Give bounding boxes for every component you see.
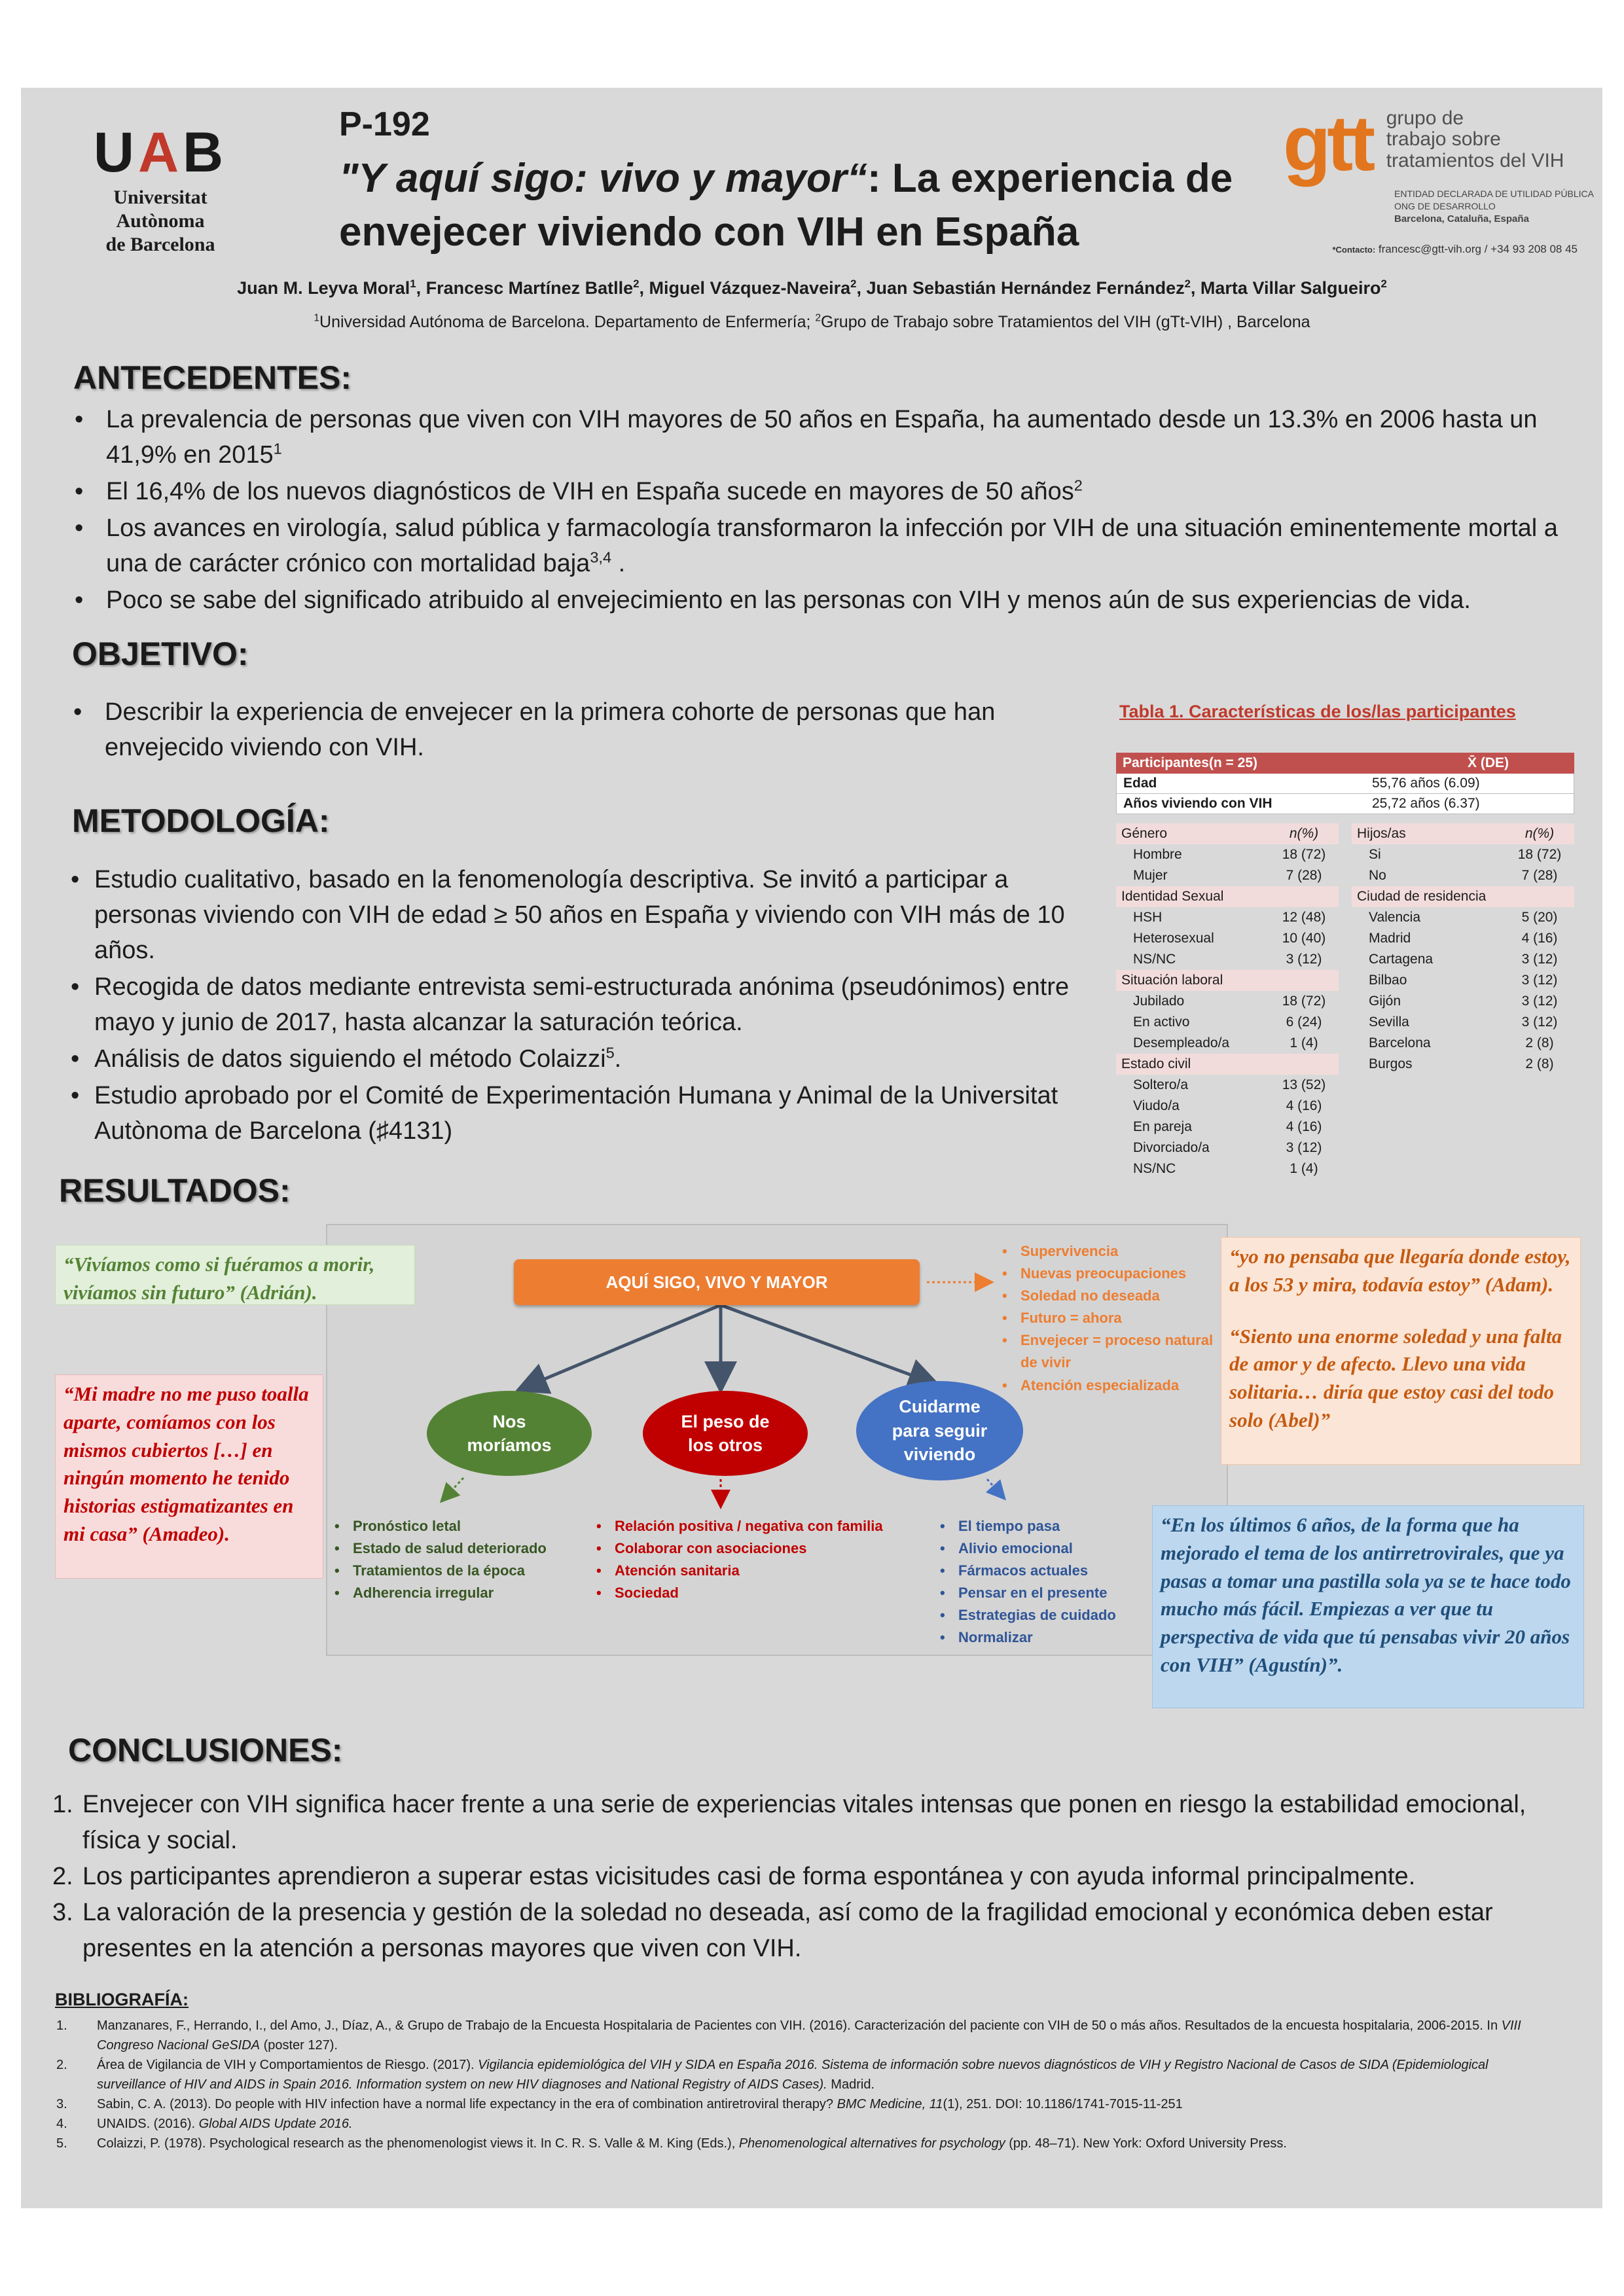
quote-abel: “Siento una enorme soledad y una falta de amor y de afecto. Llevo una vida solitaria… diría que estoy casi del todo solo (Abel)” bbox=[1229, 1324, 1562, 1431]
list-item: 3. La valoración de la presencia y gestión de la soledad no deseada, así como de la fragilidad emocional y económica deben estar presentes en la atención a personas mayores que viven con VIH. bbox=[52, 1899, 1493, 1963]
bullet-text: Estudio cualitativo, basado en la fenomenología descriptiva. Se invitó a participar a personas viviendo con VIH de edad ≥ 50 años en España y viviendo con VIH más de 10 años. bbox=[94, 866, 1065, 964]
row-label: Burgos bbox=[1369, 1056, 1413, 1071]
list-item: • El tiempo pasa bbox=[936, 1515, 1198, 1537]
gtt-sub3: Barcelona, Cataluña, España bbox=[1394, 213, 1529, 224]
title-rest: : La experiencia de bbox=[867, 156, 1233, 201]
author: Marta Villar Salgueiro bbox=[1200, 278, 1381, 298]
ref-text: Colaizzi, P. (1978). Psychological research as the phenomenologist views it. In C. R. S. Valle & M. King (Eds.), bbox=[97, 2136, 739, 2151]
row-value: 18 (72) bbox=[1282, 994, 1326, 1009]
author-sep: , bbox=[1190, 278, 1200, 298]
row-label: Cartagena bbox=[1369, 952, 1434, 967]
row-label: No bbox=[1369, 868, 1386, 883]
title-line2: envejecer viviendo con VIH en España bbox=[339, 209, 1079, 255]
list-item: • Colaborar con asociaciones bbox=[592, 1537, 900, 1560]
row-value: 6 (24) bbox=[1286, 1014, 1322, 1030]
antecedentes-list bbox=[72, 403, 1571, 620]
table-row bbox=[1116, 1096, 1339, 1117]
list-item bbox=[72, 511, 1571, 582]
row-label: Viudo/a bbox=[1133, 1098, 1180, 1113]
affil-sup: 2 bbox=[815, 312, 821, 324]
row-key: Edad bbox=[1123, 776, 1157, 791]
list-item: • Pronóstico letal bbox=[331, 1515, 592, 1537]
table-row bbox=[1116, 928, 1339, 949]
gtt-logo bbox=[1283, 99, 1597, 256]
ref-text: Madrid. bbox=[827, 2077, 875, 2092]
row-value: 3 (12) bbox=[1521, 1014, 1558, 1030]
table-row bbox=[1116, 1012, 1339, 1033]
quote-amadeo: “Mi madre no me puso toalla aparte, comíamos con los mismos cubiertos […] en ningún momento he tenido historias estigmatizantes en mi casa” (Amadeo). bbox=[55, 1374, 323, 1579]
orange-subthemes bbox=[998, 1240, 1221, 1397]
list-item: • Alivio emocional bbox=[936, 1537, 1198, 1560]
ref-sup: 5 bbox=[605, 1044, 615, 1062]
objetivo-heading: OBJETIVO: bbox=[72, 636, 249, 672]
ref-sup: 3,4 bbox=[590, 548, 612, 566]
row-key: Años viviendo con VIH bbox=[1123, 796, 1272, 811]
author-sup: 2 bbox=[1184, 278, 1191, 290]
ref-italic: Phenomenological alternatives for psychology bbox=[738, 2136, 1005, 2151]
quote-adam-abel bbox=[1221, 1237, 1581, 1465]
table-row bbox=[1116, 774, 1574, 794]
list-item: 2. Los participantes aprendieron a superar estas vicisitudes casi de forma espontánea y con ayuda informal principalmente. bbox=[52, 1863, 1416, 1891]
table-row bbox=[1116, 1033, 1339, 1054]
poster-title bbox=[339, 152, 1288, 259]
table-row bbox=[1352, 844, 1574, 865]
table-row bbox=[1116, 1138, 1339, 1158]
uab-name bbox=[72, 186, 249, 257]
list-item bbox=[71, 1042, 1111, 1077]
gtt-line3: tratamientos del VIH bbox=[1386, 149, 1564, 171]
bullet-text: Recogida de datos mediante entrevista semi-estructurada anónima (pseudónimos) entre mayo y junio de 2017, hasta alcanzar la saturación teórica. bbox=[94, 973, 1070, 1036]
group-col-header bbox=[1510, 889, 1569, 905]
uab-name-line1: Universitat Autònoma bbox=[113, 187, 208, 232]
table-header bbox=[1116, 753, 1574, 774]
table-group-header bbox=[1116, 970, 1339, 991]
bullet-end: . bbox=[611, 549, 626, 577]
conclusion-text: Los participantes aprendieron a superar estas vicisitudes casi de forma espontánea y con ayuda informal principalmente. bbox=[82, 1863, 1416, 1891]
arrow-to-blue bbox=[721, 1305, 935, 1384]
table-row bbox=[1352, 865, 1574, 886]
bullet-text: La prevalencia de personas que viven con VIH mayores de 50 años en España, ha aumentado desde un 13.3% en 2006 hasta un 41,9% en 2015 bbox=[106, 406, 1538, 469]
group-col-header bbox=[1274, 889, 1333, 905]
ref-sup: 2 bbox=[1074, 476, 1083, 494]
bibliografia-heading: BIBLIOGRAFÍA: bbox=[55, 1990, 189, 2009]
row-value: 2 (8) bbox=[1525, 1035, 1554, 1050]
conclusiones-heading: CONCLUSIONES: bbox=[68, 1732, 343, 1768]
author-sup: 1 bbox=[410, 278, 416, 290]
arrow-blue-down bbox=[987, 1479, 1003, 1498]
bullet-text: Análisis de datos siguiendo el método Colaizzi bbox=[94, 1045, 606, 1073]
table-row bbox=[1116, 949, 1339, 970]
author-sup: 2 bbox=[850, 278, 857, 290]
row-label: Desempleado/a bbox=[1133, 1035, 1230, 1050]
oval-line: viviendo bbox=[903, 1444, 976, 1465]
list-item bbox=[72, 403, 1571, 473]
author: Miguel Vázquez-Naveira bbox=[649, 278, 851, 298]
table-row bbox=[1116, 844, 1339, 865]
bullet-text: Poco se sabe del significado atribuido al envejecimiento en las personas con VIH y menos aún de sus experiencias de vida. bbox=[106, 586, 1471, 614]
bullet-text: El 16,4% de los nuevos diagnósticos de VIH en España sucede en mayores de 50 años bbox=[106, 477, 1074, 505]
list-item bbox=[71, 695, 1098, 766]
bibliografia-list bbox=[55, 2016, 1561, 2153]
list-item bbox=[72, 583, 1571, 619]
row-label: Soltero/a bbox=[1133, 1077, 1189, 1092]
group-label: Estado civil bbox=[1121, 1056, 1191, 1071]
gtt-logo-mark: gtt bbox=[1283, 99, 1372, 187]
author-sep: , bbox=[416, 278, 426, 298]
group-col-header: n(%) bbox=[1289, 826, 1319, 841]
row-label: En pareja bbox=[1133, 1119, 1192, 1134]
row-label: Si bbox=[1369, 847, 1381, 862]
reference-item: 3. Sabin, C. A. (2013). Do people with HIV infection have a normal life expectancy in the era of combination antiretroviral therapy? BMC Medicine, 11(1), 251. DOI: 10.1186/1741-7015-11-251 bbox=[56, 2097, 1183, 2111]
table-group-header bbox=[1352, 823, 1574, 844]
row-label: Mujer bbox=[1133, 868, 1168, 883]
group-label: Identidad Sexual bbox=[1121, 889, 1224, 904]
conclusion-text: La valoración de la presencia y gestión de la soledad no deseada, así como de la fragilidad emocional y económica deben estar presentes en la atención a personas mayores que viven con VIH. bbox=[82, 1899, 1493, 1963]
list-item: • Relación positiva / negativa con familia bbox=[592, 1515, 900, 1537]
row-value: 12 (48) bbox=[1282, 910, 1326, 925]
oval-line: Cuidarme bbox=[899, 1397, 981, 1417]
row-value: 18 (72) bbox=[1282, 847, 1326, 862]
table-row bbox=[1352, 1012, 1574, 1033]
list-item: • Atención especializada bbox=[998, 1374, 1221, 1397]
list-item bbox=[71, 863, 1111, 969]
row-value: 55,76 años (6.09) bbox=[1372, 776, 1480, 791]
row-value: 3 (12) bbox=[1286, 1140, 1322, 1155]
table-row bbox=[1352, 1033, 1574, 1054]
row-value: 4 (16) bbox=[1286, 1098, 1322, 1113]
oval-line: Nos bbox=[492, 1411, 526, 1431]
table-row bbox=[1116, 907, 1339, 928]
table-group-header bbox=[1116, 823, 1339, 844]
bullet-text: Los avances en virología, salud pública y farmacología transformaron la infección por VIH de una situación eminentemente mortal a una de carácter crónico con mortalidad baja bbox=[106, 514, 1558, 577]
ref-text: (poster 127). bbox=[260, 2038, 338, 2053]
ref-italic: VIII Congreso Nacional GeSIDA bbox=[97, 2018, 1521, 2053]
table-row bbox=[1116, 1158, 1339, 1179]
table-row bbox=[1352, 970, 1574, 991]
row-label: En activo bbox=[1133, 1014, 1190, 1030]
table-row bbox=[1352, 907, 1574, 928]
row-label: Barcelona bbox=[1369, 1035, 1431, 1050]
list-item: • Estrategias de cuidado bbox=[936, 1604, 1198, 1626]
table-group-header bbox=[1352, 886, 1574, 907]
main-theme-box: AQUÍ SIGO, VIVO Y MAYOR bbox=[514, 1259, 920, 1305]
ref-text: (pp. 48–71). New York: Oxford University Press. bbox=[1005, 2136, 1287, 2151]
row-label: Jubilado bbox=[1133, 994, 1185, 1009]
bullet-text: Describir la experiencia de envejecer en la primera cohorte de personas que han envejecido viviendo con VIH. bbox=[105, 698, 996, 761]
table-group-header bbox=[1116, 886, 1339, 907]
table-row bbox=[1116, 794, 1574, 814]
title-quote: "Y aquí sigo: vivo y mayor“ bbox=[339, 156, 867, 201]
ref-italic: Vigilancia epidemiológica del VIH y SIDA en España 2016. Sistema de información sobre nuevos diagnósticos de VIH y Registro Nacional de Casos de SIDA (Epidemiological surveillance of HIV and AIDS in Spain 2016. Information system on new HIV diagnoses and National Registry of AIDS Cases). bbox=[97, 2058, 1489, 2092]
row-label: Hombre bbox=[1133, 847, 1182, 862]
row-label: Gijón bbox=[1369, 994, 1401, 1009]
affil-sup: 1 bbox=[314, 312, 320, 324]
gtt-sub2: ONG DE DESARROLLO bbox=[1394, 200, 1496, 211]
list-item: • Adherencia irregular bbox=[331, 1582, 592, 1604]
row-value: 3 (12) bbox=[1521, 952, 1558, 967]
poster-id: P-192 bbox=[339, 105, 430, 143]
list-item: • Normalizar bbox=[936, 1626, 1198, 1649]
ref-text: Manzanares, F., Herrando, I., del Amo, J., Díaz, A., & Grupo de Trabajo de la Encuesta Hospitalaria de Pacientes con VIH. (2016). Caracterización del paciente con VIH de 50 o más años. Resultados de la encuesta hospitalaria, 2006-2015. In bbox=[97, 2018, 1502, 2033]
metodologia-list bbox=[71, 863, 1111, 1151]
row-label: NS/NC bbox=[1133, 952, 1176, 967]
reference-item: 1. Manzanares, F., Herrando, I., del Amo, J., Díaz, A., & Grupo de Trabajo de la Encuesta Hospitalaria de Pacientes con VIH. (2016). Caracterización del paciente con VIH de 50 o más años. Resultados de la encuesta hospitalaria, 2006-2015. In VIII Congreso Nacional GeSIDA (poster 127). bbox=[56, 2018, 1521, 2053]
list-item: 1. Envejecer con VIH significa hacer frente a una serie de experiencias vitales intensas que ponen en riesgo la estabilidad emocional, física y social. bbox=[52, 1791, 1526, 1855]
ref-text: UNAIDS. (2016). bbox=[97, 2117, 199, 2131]
row-value: 10 (40) bbox=[1282, 931, 1326, 946]
ref-text: Área de Vigilancia de VIH y Comportamientos de Riesgo. (2017). bbox=[97, 2058, 478, 2072]
gtt-logo-text bbox=[1386, 108, 1564, 171]
affil-1: Universidad Autónoma de Barcelona. Departamento de Enfermería; bbox=[319, 313, 816, 331]
table-row bbox=[1352, 1054, 1574, 1075]
metodologia-heading: METODOLOGÍA: bbox=[72, 802, 330, 839]
list-item: • Envejecer = proceso natural de vivir bbox=[998, 1329, 1221, 1374]
table-row bbox=[1116, 1075, 1339, 1096]
ref-text: (1), 251. DOI: 10.1186/1741-7015-11-251 bbox=[943, 2097, 1183, 2111]
list-item: • Soledad no deseada bbox=[998, 1285, 1221, 1307]
row-value: 25,72 años (6.37) bbox=[1372, 796, 1480, 811]
row-value: 13 (52) bbox=[1282, 1077, 1326, 1092]
conclusiones-list bbox=[52, 1787, 1564, 1967]
reference-item: 4. UNAIDS. (2016). Global AIDS Update 2016. bbox=[56, 2117, 353, 2131]
list-item: • Pensar en el presente bbox=[936, 1582, 1198, 1604]
ref-sup: 1 bbox=[273, 440, 282, 457]
list-item bbox=[71, 1079, 1111, 1149]
table-left-column bbox=[1116, 823, 1339, 1179]
list-item bbox=[72, 475, 1571, 510]
table-row bbox=[1352, 991, 1574, 1012]
table-caption: Tabla 1. Características de los/las participantes bbox=[1119, 702, 1516, 721]
ref-text: Sabin, C. A. (2013). Do people with HIV infection have a normal life expectancy in the era of combination antiretroviral therapy? bbox=[97, 2097, 837, 2111]
list-item: • Supervivencia bbox=[998, 1240, 1221, 1263]
quote-agustin: “En los últimos 6 años, de la forma que ha mejorado el tema de los antirretrovirales, que ya pasas a tomar una pastilla sola ya se te hace todo mucho más fácil. Empiezas a ver que tu perspectiva de vida que tú pensabas vivir 20 años con VIH” (Agustín)”. bbox=[1152, 1505, 1584, 1708]
objetivo-list bbox=[71, 695, 1098, 767]
table-row bbox=[1352, 928, 1574, 949]
list-item: • Sociedad bbox=[592, 1582, 900, 1604]
contact-line bbox=[1283, 243, 1597, 256]
contact-value[interactable]: francesc@gtt-vih.org / +34 93 208 08 45 bbox=[1378, 243, 1578, 256]
row-label: Sevilla bbox=[1369, 1014, 1409, 1030]
theme-nos-moriamos bbox=[427, 1391, 592, 1476]
row-label: Valencia bbox=[1369, 910, 1420, 925]
row-label: Divorciado/a bbox=[1133, 1140, 1210, 1155]
quote-adam: “yo no pensaba que llegaría donde estoy, a los 53 y mira, todavía estoy” (Adam). bbox=[1229, 1245, 1571, 1296]
theme-peso-otros bbox=[643, 1391, 808, 1476]
oval-line: moríamos bbox=[467, 1435, 552, 1455]
group-label: Situación laboral bbox=[1121, 973, 1223, 988]
row-label: HSH bbox=[1133, 910, 1163, 925]
arrow-green-down bbox=[442, 1478, 463, 1500]
row-value: 18 (72) bbox=[1517, 847, 1562, 862]
row-value: 1 (4) bbox=[1290, 1035, 1318, 1050]
table-header-right: X̄ (DE) bbox=[1468, 755, 1509, 770]
conclusion-text: Envejecer con VIH significa hacer frente a una serie de experiencias vitales intensas que ponen en riesgo la estabilidad emocional, física y social. bbox=[82, 1791, 1526, 1855]
uab-logo bbox=[72, 121, 249, 257]
affil-2: Grupo de Trabajo sobre Tratamientos del VIH (gTt-VIH) , Barcelona bbox=[821, 313, 1310, 331]
reference-item: 2. Área de Vigilancia de VIH y Comportamientos de Riesgo. (2017). Vigilancia epidemiológica del VIH y SIDA en España 2016. Sistema de información sobre nuevos diagnósticos de VIH y Registro Nacional de Casos de SIDA (Epidemiological surveillance of HIV and AIDS in Spain 2016. Information system on new HIV diagnoses and National Registry of AIDS Cases). Madrid. bbox=[56, 2058, 1489, 2092]
authors bbox=[0, 278, 1624, 298]
group-col-header bbox=[1274, 1056, 1333, 1072]
row-label: Bilbao bbox=[1369, 973, 1407, 988]
reference-item: 5. Colaizzi, P. (1978). Psychological research as the phenomenologist views it. In C. R. S. Valle & M. King (Eds.), Phenomenological alternatives for psychology (pp. 48–71). New York: Oxford University Press. bbox=[56, 2136, 1287, 2151]
author-sep: , bbox=[639, 278, 649, 298]
list-item: • Estado de salud deteriorado bbox=[331, 1537, 592, 1560]
row-value: 3 (12) bbox=[1521, 994, 1558, 1009]
author: Juan M. Leyva Moral bbox=[237, 278, 410, 298]
uab-logo-mark: UAB bbox=[93, 121, 228, 184]
group-label: Ciudad de residencia bbox=[1357, 889, 1487, 904]
list-item: • Fármacos actuales bbox=[936, 1560, 1198, 1582]
gtt-sub1: ENTIDAD DECLARADA DE UTILIDAD PÚBLICA bbox=[1394, 188, 1594, 199]
group-col-header: n(%) bbox=[1525, 826, 1555, 841]
bullet-end: . bbox=[614, 1045, 622, 1073]
oval-line: para seguir bbox=[892, 1420, 988, 1441]
row-value: 3 (12) bbox=[1521, 973, 1558, 988]
gtt-line2: trabajo sobre bbox=[1386, 128, 1501, 151]
row-value: 2 (8) bbox=[1525, 1056, 1554, 1071]
affiliations bbox=[0, 313, 1624, 332]
row-value: 3 (12) bbox=[1286, 952, 1322, 967]
ref-italic: Global AIDS Update 2016. bbox=[198, 2117, 353, 2131]
uab-name-line2: de Barcelona bbox=[105, 234, 215, 255]
row-value: 1 (4) bbox=[1290, 1161, 1318, 1176]
green-subthemes bbox=[331, 1515, 592, 1604]
gtt-line1: grupo de bbox=[1386, 107, 1464, 129]
table-group-header bbox=[1116, 1054, 1339, 1075]
list-item bbox=[71, 970, 1111, 1041]
row-value: 4 (16) bbox=[1521, 931, 1558, 946]
author-sup: 2 bbox=[1380, 278, 1387, 290]
row-label: Madrid bbox=[1369, 931, 1411, 946]
participants-table bbox=[1116, 753, 1574, 814]
antecedentes-heading: ANTECEDENTES: bbox=[73, 359, 352, 396]
table-row bbox=[1116, 1117, 1339, 1138]
author-sup: 2 bbox=[633, 278, 640, 290]
bullet-text: Estudio aprobado por el Comité de Experimentación Humana y Animal de la Universitat Autònoma de Barcelona (♯4131) bbox=[94, 1081, 1058, 1145]
list-item: • Tratamientos de la época bbox=[331, 1560, 592, 1582]
list-item: • Atención sanitaria bbox=[592, 1560, 900, 1582]
contact-label: *Contacto: bbox=[1332, 245, 1376, 255]
table-header-left: Participantes(n = 25) bbox=[1123, 755, 1257, 770]
table-right-column bbox=[1352, 823, 1574, 1075]
arrow-to-green bbox=[521, 1305, 721, 1389]
table-row bbox=[1116, 865, 1339, 886]
row-value: 4 (16) bbox=[1286, 1119, 1322, 1134]
list-item: • Nuevas preocupaciones bbox=[998, 1263, 1221, 1285]
group-col-header bbox=[1274, 973, 1333, 988]
author: Juan Sebastián Hernández Fernández bbox=[866, 278, 1185, 298]
author-sep: , bbox=[856, 278, 867, 298]
list-item: • Futuro = ahora bbox=[998, 1307, 1221, 1329]
oval-line: los otros bbox=[687, 1435, 763, 1455]
group-label: Hijos/as bbox=[1357, 826, 1406, 841]
gtt-subtext bbox=[1394, 188, 1597, 226]
table-row bbox=[1352, 949, 1574, 970]
group-label: Género bbox=[1121, 826, 1168, 841]
quote-adrian: “Vivíamos como si fuéramos a morir, vivíamos sin futuro” (Adrián). bbox=[55, 1245, 415, 1305]
row-label: Heterosexual bbox=[1133, 931, 1214, 946]
red-subthemes bbox=[592, 1515, 900, 1604]
author: Francesc Martínez Batlle bbox=[425, 278, 634, 298]
ref-italic: BMC Medicine, 11 bbox=[837, 2097, 943, 2111]
row-value: 5 (20) bbox=[1521, 910, 1558, 925]
row-label: NS/NC bbox=[1133, 1161, 1176, 1176]
row-value: 7 (28) bbox=[1286, 868, 1322, 883]
table-row bbox=[1116, 991, 1339, 1012]
oval-line: El peso de bbox=[681, 1411, 770, 1431]
resultados-heading: RESULTADOS: bbox=[59, 1172, 291, 1209]
row-value: 7 (28) bbox=[1521, 868, 1558, 883]
